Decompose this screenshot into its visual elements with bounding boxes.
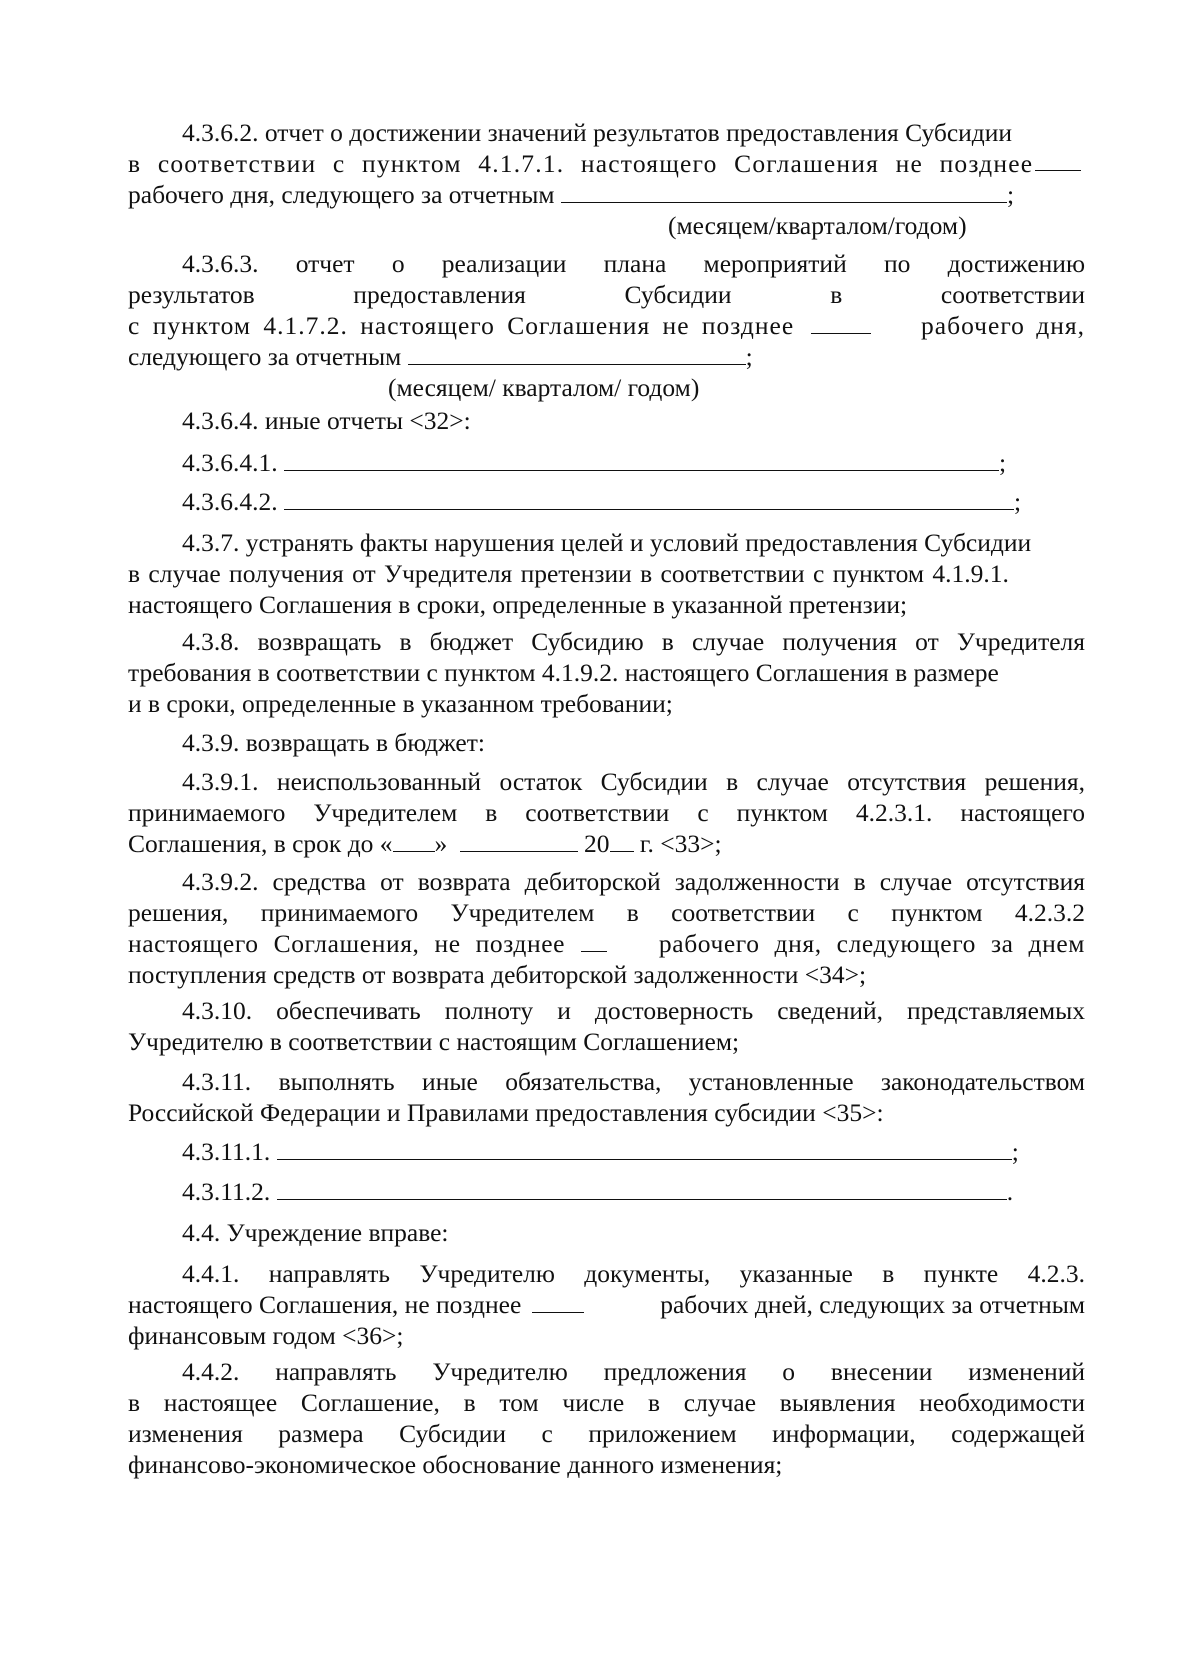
text-segment: изменения размера Субсидии с приложением информации, содержащей <box>128 1419 1085 1448</box>
year-blank-field <box>610 829 634 852</box>
blank-field <box>561 180 1007 203</box>
text-line: финансово-экономическое обоснование данного изменения; <box>128 1450 783 1479</box>
text-line <box>128 179 1085 210</box>
blank-field <box>581 929 607 952</box>
text-segment: 4.3.10. обеспечивать полноту и достоверность сведений, представляемых <box>182 996 1085 1025</box>
text-segment: в соответствии с пунктом 4.1.7.1. настоящего Соглашения не позднее <box>128 149 1034 178</box>
blank-field <box>532 1290 584 1313</box>
blank-field <box>284 487 1014 510</box>
text-line <box>128 486 1085 517</box>
text-segment: . <box>1006 1177 1014 1206</box>
text-segment: рабочего дня, следующего за отчетным <box>128 180 555 209</box>
paragraph-4-3-11-2 <box>128 1176 1085 1207</box>
text-segment: ; <box>999 448 1007 477</box>
item-label: 4.3.11.2. <box>182 1177 271 1206</box>
text-line: Учредителю в соответствии с настоящим Соглашением; <box>128 1027 740 1056</box>
text-line <box>128 1176 1085 1207</box>
text-segment: рабочего дня, <box>921 311 1085 340</box>
paragraph-4-3-6-4-2 <box>128 486 1085 517</box>
blank-field <box>284 448 999 471</box>
blank-field <box>1035 148 1081 171</box>
text-line <box>128 866 1085 897</box>
blank-field <box>277 1137 1012 1160</box>
text-segment: 4.3.11. выполнять иные обязательства, установленные законодательством <box>182 1067 1085 1096</box>
paragraph-4-3-11-1 <box>128 1136 1085 1167</box>
text-segment: результатов предоставления Субсидии в соответствии <box>128 280 1085 309</box>
text-line <box>128 148 1085 179</box>
text-segment: 4.3.9.2. средства от возврата дебиторской задолженности в случае отсутствия <box>182 867 1085 896</box>
item-label: 4.3.6.4.1. <box>182 448 278 477</box>
paragraph-4-4-2 <box>128 1356 1085 1480</box>
text-line <box>128 1289 1085 1320</box>
text-segment: с пунктом 4.1.7.2. настоящего Соглашения не позднее <box>128 311 795 340</box>
text-segment: г. <33>; <box>639 829 722 858</box>
text-segment: рабочего дня, следующего за днем <box>658 929 1085 958</box>
text-segment: следующего за отчетным <box>128 342 402 371</box>
text-segment: Соглашения, в срок до « <box>128 829 393 858</box>
text-line: 4.3.9. возвращать в бюджет: <box>182 728 485 757</box>
text-line <box>128 626 1085 657</box>
text-line: и в сроки, определенные в указанном требовании; <box>128 689 673 718</box>
text-segment: ; <box>1014 487 1022 516</box>
text-line <box>128 1418 1085 1449</box>
day-blank-field <box>393 829 435 852</box>
paragraph-4-3-8 <box>128 626 1085 719</box>
paragraph-4-3-9 <box>128 727 1085 758</box>
text-segment: 20 <box>584 829 610 858</box>
paragraph-4-3-6-3 <box>128 248 1085 403</box>
text-line <box>128 1387 1085 1418</box>
text-line: 4.3.7. устранять факты нарушения целей и условий предоставления Субсидии <box>182 528 1032 557</box>
paragraph-4-3-9-1 <box>128 766 1085 859</box>
text-line <box>128 248 1085 279</box>
text-segment: рабочих дней, следующих за отчетным <box>660 1290 1085 1319</box>
paragraph-4-3-11 <box>128 1066 1085 1128</box>
text-line <box>128 766 1085 797</box>
text-line <box>128 1066 1085 1097</box>
paragraph-4-3-6-4-1 <box>128 447 1085 478</box>
paragraph-4-3-6-4 <box>128 405 1085 436</box>
text-segment: в настоящее Соглашение, в том числе в случае выявления необходимости <box>128 1388 1085 1417</box>
text-line <box>128 995 1085 1026</box>
text-line <box>128 1356 1085 1387</box>
field-caption: (месяцем/кварталом/годом) <box>668 211 967 240</box>
text-line <box>128 447 1085 478</box>
text-line: 4.3.6.4. иные отчеты <32>: <box>182 406 471 435</box>
text-segment: 4.3.8. возвращать в бюджет Субсидию в случае получения от Учредителя <box>182 627 1085 656</box>
text-line <box>128 341 1085 372</box>
paragraph-4-3-9-2 <box>128 866 1085 990</box>
text-line: поступления средств от возврата дебиторской задолженности <34>; <box>128 960 867 989</box>
text-segment: 4.3.9.1. неиспользованный остаток Субсидии в случае отсутствия решения, <box>182 767 1085 796</box>
text-line <box>128 928 1085 959</box>
text-segment: решения, принимаемого Учредителем в соответствии с пунктом 4.2.3.2 <box>128 898 1085 927</box>
text-line: 4.4. Учреждение вправе: <box>182 1218 449 1247</box>
text-line <box>128 279 1085 310</box>
paragraph-4-4 <box>128 1217 1085 1248</box>
paragraph-4-3-7 <box>128 527 1085 620</box>
text-segment: 4.4.1. направлять Учредителю документы, указанные в пункте 4.2.3. <box>182 1259 1085 1288</box>
text-segment: настоящего Соглашения, не позднее <box>128 929 566 958</box>
text-segment: » <box>434 829 448 858</box>
text-segment: настоящего Соглашения, не позднее <box>128 1290 522 1319</box>
text-line: Российской Федерации и Правилами предоставления субсидии <35>: <box>128 1098 884 1127</box>
text-segment: ; <box>1011 1137 1019 1166</box>
text-line <box>128 1258 1085 1289</box>
paragraph-4-3-10 <box>128 995 1085 1057</box>
field-caption: (месяцем/ кварталом/ годом) <box>388 373 700 402</box>
blank-field <box>811 311 871 334</box>
text-line: требования в соответствии с пунктом 4.1.9.2. настоящего Соглашения в размере <box>128 658 999 687</box>
text-line: финансовым годом <36>; <box>128 1321 404 1350</box>
text-segment: ; <box>1006 180 1015 209</box>
text-line <box>128 897 1085 928</box>
text-line: настоящего Соглашения в сроки, определенные в указанной претензии; <box>128 590 908 619</box>
text-segment: 4.3.6.3. отчет о реализации плана мероприятий по достижению <box>182 249 1085 278</box>
text-line <box>128 797 1085 828</box>
text-line: 4.3.6.2. отчет о достижении значений результатов предоставления Субсидии <box>182 118 1013 147</box>
text-segment: принимаемого Учредителем в соответствии с пунктом 4.2.3.1. настоящего <box>128 798 1085 827</box>
paragraph-4-3-6-2 <box>128 117 1085 241</box>
blank-field <box>277 1177 1007 1200</box>
item-label: 4.3.6.4.2. <box>182 487 278 516</box>
text-line <box>128 310 1085 341</box>
month-blank-field <box>460 829 578 852</box>
item-label: 4.3.11.1. <box>182 1137 271 1166</box>
text-segment: 4.4.2. направлять Учредителю предложения о внесении изменений <box>182 1357 1085 1386</box>
paragraph-4-4-1 <box>128 1258 1085 1351</box>
text-line: в случае получения от Учредителя претензии в соответствии с пунктом 4.1.9.1. <box>128 559 1009 588</box>
text-line <box>128 1136 1085 1167</box>
blank-field <box>408 342 746 365</box>
text-line <box>128 828 1085 859</box>
text-segment: ; <box>745 342 753 371</box>
